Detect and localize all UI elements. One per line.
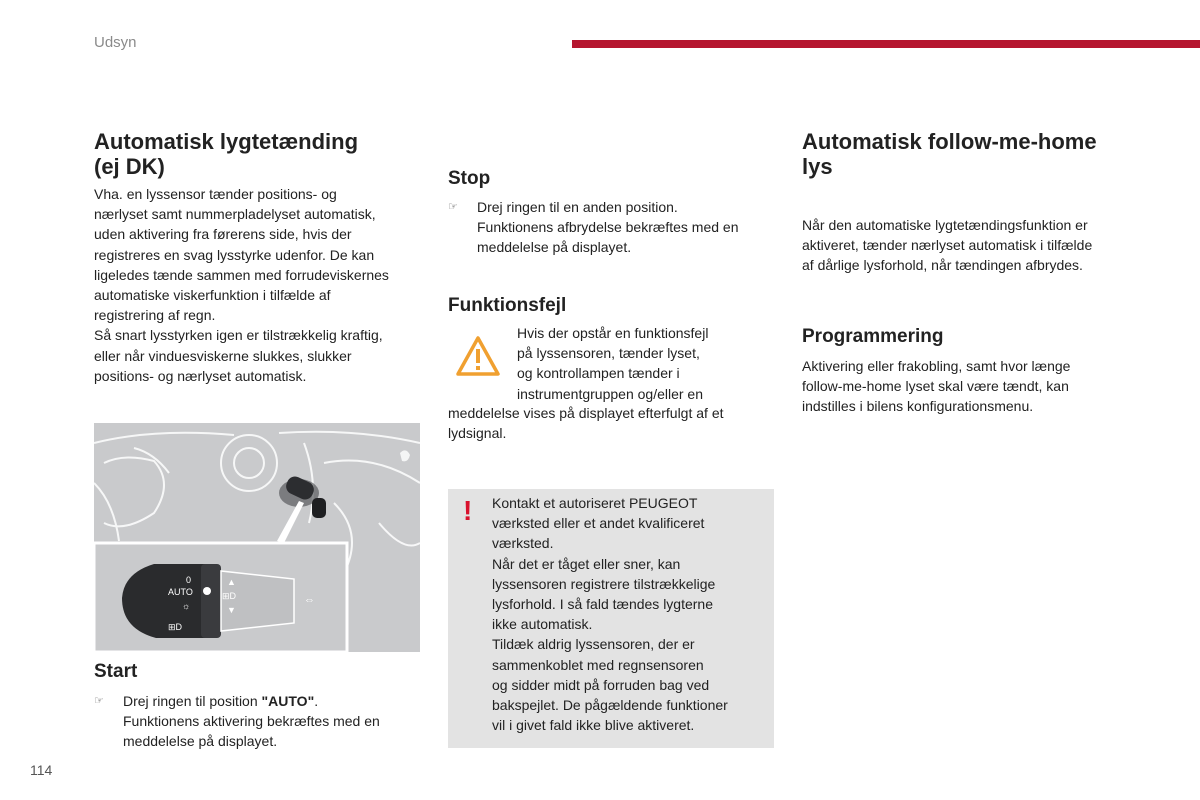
left-paragraph bbox=[94, 184, 434, 386]
fault-line: og kontrollampen tænder i bbox=[517, 365, 680, 382]
left-title bbox=[94, 129, 358, 179]
paragraph-line: automatiske viskerfunktion i tilfælde af bbox=[94, 287, 331, 304]
svg-text:☼: ☼ bbox=[182, 601, 191, 611]
note-line: og sidder midt på forruden bag ved bbox=[492, 676, 710, 693]
paragraph-line: Vha. en lyssensor tænder positions- og bbox=[94, 186, 337, 202]
paragraph-line: uden aktivering fra førerens side, hvis der bbox=[94, 226, 352, 243]
programming-heading: Programmering bbox=[802, 326, 944, 347]
fault-heading: Funktionsfejl bbox=[448, 295, 567, 316]
page-number: 114 bbox=[30, 762, 53, 778]
note-line: Tildæk aldrig lyssensoren, der er bbox=[492, 636, 695, 653]
paragraph-line: Så snart lysstyrken igen er tilstrækkelig kraftig, bbox=[94, 327, 383, 344]
paragraph-line: follow-me-home lyset skal være tændt, kan bbox=[802, 378, 1069, 395]
paragraph-line: registrering af regn. bbox=[94, 307, 216, 324]
note-line: bakspejlet. De pågældende funktioner bbox=[492, 697, 728, 714]
light-switch-stalk-illustration bbox=[94, 423, 420, 652]
right-paragraph bbox=[802, 215, 1162, 276]
warning-note-text bbox=[492, 493, 728, 735]
paragraph-line: Når den automatiske lygtetændingsfunktion er bbox=[802, 217, 1088, 233]
header-accent-bar bbox=[572, 40, 1200, 48]
paragraph-line: ligeledes tænde sammen med forrudeviskernes bbox=[94, 266, 389, 283]
start-line1-bold: "AUTO" bbox=[261, 693, 315, 709]
left-title-line1: Automatisk lygtetænding bbox=[94, 129, 359, 154]
paragraph-line: nærlyset samt nummerpladelyset automatisk, bbox=[94, 206, 376, 223]
right-title-line1: Automatisk follow-me-home bbox=[802, 129, 1097, 154]
fault-line: meddelelse vises på displayet efterfulgt af et bbox=[448, 405, 724, 421]
stop-heading: Stop bbox=[448, 168, 491, 189]
svg-text:⊞D: ⊞D bbox=[168, 622, 183, 632]
note-line: ikke automatisk. bbox=[492, 616, 593, 633]
start-line2: Funktionens aktivering bekræftes med en bbox=[123, 713, 380, 730]
paragraph-line: aktiveret, tænder nærlyset automatisk i tilfælde bbox=[802, 237, 1093, 254]
note-line: vil i givet fald ikke blive aktiveret. bbox=[492, 717, 695, 734]
fault-indented-text bbox=[517, 323, 777, 404]
note-line: værksted. bbox=[492, 535, 554, 552]
paragraph-line: indstilles i bilens konfigurationsmenu. bbox=[802, 398, 1034, 415]
svg-text:⊞D: ⊞D bbox=[222, 591, 237, 601]
start-heading: Start bbox=[94, 661, 138, 682]
section-label: Udsyn bbox=[94, 34, 137, 51]
fault-line: instrumentgruppen og/eller en bbox=[517, 385, 704, 402]
stop-line: meddelelse på displayet. bbox=[477, 239, 632, 256]
stop-line: Funktionens afbrydelse bekræftes med en bbox=[477, 219, 739, 236]
start-line1-prefix: Drej ringen til position bbox=[123, 693, 262, 709]
svg-text:⇔: ⇔ bbox=[304, 594, 315, 606]
right-title-line2: lys bbox=[802, 154, 833, 179]
warning-note-box bbox=[448, 489, 774, 748]
note-line: værksted eller et andet kvalificeret bbox=[492, 515, 705, 532]
warning-triangle-icon bbox=[455, 335, 501, 382]
auto-label: AUTO bbox=[168, 587, 193, 597]
start-bullet bbox=[94, 691, 434, 753]
svg-text:▲: ▲ bbox=[227, 577, 236, 587]
stop-bullet-text bbox=[477, 197, 738, 258]
paragraph-line: Aktivering eller frakobling, samt hvor længe bbox=[802, 358, 1071, 374]
start-line1 bbox=[123, 691, 380, 711]
paragraph-line: registreres en svag lysstyrke udenfor. De kan bbox=[94, 246, 375, 263]
hand-pointer-icon: ☞ bbox=[94, 695, 104, 707]
right-title bbox=[802, 129, 1097, 179]
left-title-line2: (ej DK) bbox=[94, 154, 165, 179]
svg-text:0: 0 bbox=[186, 575, 192, 585]
note-line: lysforhold. I så fald tændes lygterne bbox=[492, 596, 714, 613]
start-bullet-text bbox=[123, 691, 380, 752]
programming-paragraph bbox=[802, 356, 1162, 417]
paragraph-line: eller når vinduesviskerne slukkes, slukker bbox=[94, 347, 352, 364]
svg-text:▼: ▼ bbox=[227, 605, 236, 615]
paragraph-line: positions- og nærlyset automatisk. bbox=[94, 367, 307, 384]
stop-bullet bbox=[448, 197, 778, 259]
note-line: Kontakt et autoriseret PEUGEOT bbox=[492, 495, 698, 511]
note-line: sammenkoblet med regnsensoren bbox=[492, 656, 704, 673]
fault-full-text bbox=[448, 403, 778, 443]
start-line3: meddelelse på displayet. bbox=[123, 733, 278, 750]
exclamation-icon: ! bbox=[463, 495, 473, 526]
hand-pointer-icon: ☞ bbox=[448, 201, 458, 213]
fault-line: lydsignal. bbox=[448, 425, 507, 442]
stop-line: Drej ringen til en anden position. bbox=[477, 199, 678, 215]
start-line1-suffix: . bbox=[314, 693, 319, 709]
note-line: Når det er tåget eller sner, kan bbox=[492, 555, 681, 572]
note-line: lyssensoren registrere tilstrækkelige bbox=[492, 575, 716, 592]
fault-line: på lyssensoren, tænder lyset, bbox=[517, 345, 700, 362]
paragraph-line: af dårlige lysforhold, når tændingen afbrydes. bbox=[802, 257, 1083, 274]
fault-line: Hvis der opstår en funktionsfejl bbox=[517, 325, 709, 341]
